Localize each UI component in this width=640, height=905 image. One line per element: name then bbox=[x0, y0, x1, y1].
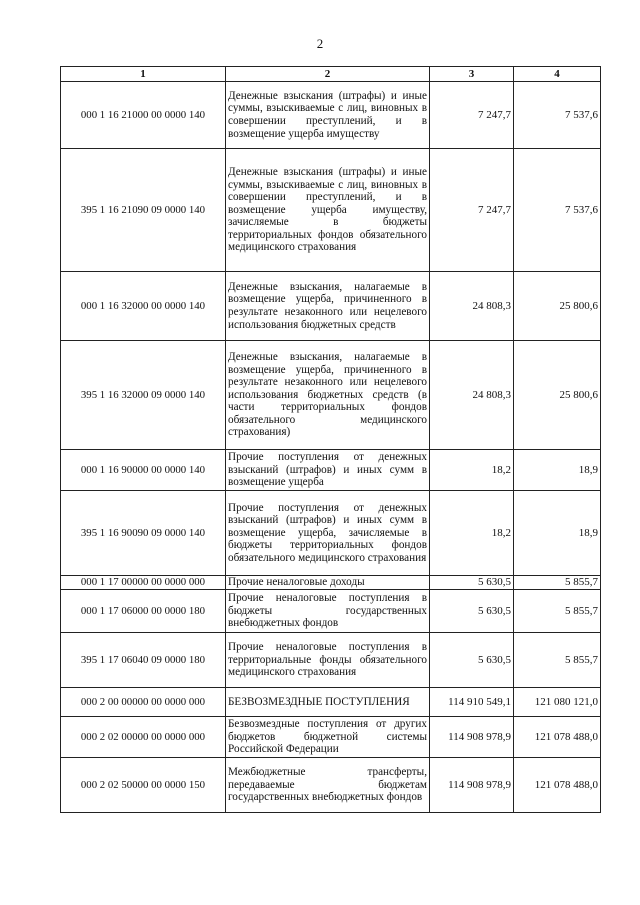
budget-code-cell: 395 1 17 06040 09 0000 180 bbox=[61, 633, 226, 688]
value-cell-col3: 114 910 549,1 bbox=[430, 688, 514, 717]
value-cell-col4: 121 078 488,0 bbox=[514, 758, 601, 813]
value-cell-col4: 7 537,6 bbox=[514, 82, 601, 149]
table-row bbox=[61, 450, 601, 491]
revenue-name-cell: Прочие поступления от денежных взысканий (штрафов) и иных сумм в возмещение ущерба bbox=[226, 450, 430, 491]
column-header-value-2: 4 bbox=[514, 67, 601, 82]
revenue-name-cell: Денежные взыскания (штрафы) и иные суммы, взыскиваемые с лиц, виновных в совершении преступлений, и в возмещение ущерба имуществу, зачисляемые в бюджеты территориальных фондов обязательного медицинского страхования bbox=[226, 149, 430, 272]
budget-revenue-table bbox=[60, 66, 601, 813]
value-cell-col3: 5 630,5 bbox=[430, 633, 514, 688]
table-row bbox=[61, 341, 601, 450]
table-row bbox=[61, 576, 601, 590]
revenue-name-cell: Денежные взыскания, налагаемые в возмещение ущерба, причиненного в результате незаконного или нецелевого использования бюджетных средств bbox=[226, 272, 430, 341]
table-row bbox=[61, 717, 601, 758]
table-header-row bbox=[61, 67, 601, 82]
budget-code-cell: 000 1 16 32000 00 0000 140 bbox=[61, 272, 226, 341]
value-cell-col3: 7 247,7 bbox=[430, 149, 514, 272]
value-cell-col4: 5 855,7 bbox=[514, 590, 601, 633]
value-cell-col4: 5 855,7 bbox=[514, 576, 601, 590]
table-row bbox=[61, 590, 601, 633]
table-row bbox=[61, 758, 601, 813]
column-header-code: 1 bbox=[61, 67, 226, 82]
budget-code-cell: 395 1 16 32000 09 0000 140 bbox=[61, 341, 226, 450]
value-cell-col3: 5 630,5 bbox=[430, 590, 514, 633]
budget-code-cell: 000 1 16 21000 00 0000 140 bbox=[61, 82, 226, 149]
value-cell-col4: 121 078 488,0 bbox=[514, 717, 601, 758]
value-cell-col3: 18,2 bbox=[430, 491, 514, 576]
value-cell-col3: 114 908 978,9 bbox=[430, 717, 514, 758]
revenue-name-cell: Прочие неналоговые доходы bbox=[226, 576, 430, 590]
value-cell-col3: 114 908 978,9 bbox=[430, 758, 514, 813]
column-header-value-1: 3 bbox=[430, 67, 514, 82]
revenue-name-cell: Прочие неналоговые поступления в бюджеты государственных внебюджетных фондов bbox=[226, 590, 430, 633]
revenue-name-cell: Межбюджетные трансферты, передаваемые бюджетам государственных внебюджетных фондов bbox=[226, 758, 430, 813]
revenue-name-cell: Безвозмездные поступления от других бюджетов бюджетной системы Российской Федерации bbox=[226, 717, 430, 758]
value-cell-col3: 24 808,3 bbox=[430, 341, 514, 450]
value-cell-col4: 7 537,6 bbox=[514, 149, 601, 272]
budget-code-cell: 000 1 16 90000 00 0000 140 bbox=[61, 450, 226, 491]
budget-code-cell: 000 2 02 50000 00 0000 150 bbox=[61, 758, 226, 813]
revenue-name-cell: Прочие неналоговые поступления в территориальные фонды обязательного медицинского страхования bbox=[226, 633, 430, 688]
value-cell-col4: 25 800,6 bbox=[514, 341, 601, 450]
table-row bbox=[61, 149, 601, 272]
value-cell-col4: 25 800,6 bbox=[514, 272, 601, 341]
table-row bbox=[61, 633, 601, 688]
value-cell-col3: 18,2 bbox=[430, 450, 514, 491]
table-row bbox=[61, 272, 601, 341]
value-cell-col3: 24 808,3 bbox=[430, 272, 514, 341]
budget-code-cell: 000 1 17 00000 00 0000 000 bbox=[61, 576, 226, 590]
budget-code-cell: 000 1 17 06000 00 0000 180 bbox=[61, 590, 226, 633]
value-cell-col3: 7 247,7 bbox=[430, 82, 514, 149]
value-cell-col4: 18,9 bbox=[514, 491, 601, 576]
budget-code-cell: 395 1 16 21090 09 0000 140 bbox=[61, 149, 226, 272]
table-row bbox=[61, 491, 601, 576]
revenue-name-cell: Денежные взыскания, налагаемые в возмещение ущерба, причиненного в результате незаконного или нецелевого использования бюджетных средств (в части территориальных фондов обязательного медицинского страхования) bbox=[226, 341, 430, 450]
table-row bbox=[61, 82, 601, 149]
table-row bbox=[61, 688, 601, 717]
value-cell-col4: 121 080 121,0 bbox=[514, 688, 601, 717]
revenue-name-cell: Прочие поступления от денежных взысканий (штрафов) и иных сумм в возмещение ущерба, зачисляемые в бюджеты территориальных фондов обязательного медицинского страхования bbox=[226, 491, 430, 576]
value-cell-col3: 5 630,5 bbox=[430, 576, 514, 590]
value-cell-col4: 18,9 bbox=[514, 450, 601, 491]
budget-code-cell: 000 2 00 00000 00 0000 000 bbox=[61, 688, 226, 717]
value-cell-col4: 5 855,7 bbox=[514, 633, 601, 688]
budget-code-cell: 395 1 16 90090 09 0000 140 bbox=[61, 491, 226, 576]
budget-code-cell: 000 2 02 00000 00 0000 000 bbox=[61, 717, 226, 758]
column-header-name: 2 bbox=[226, 67, 430, 82]
revenue-name-cell: БЕЗВОЗМЕЗДНЫЕ ПОСТУПЛЕНИЯ bbox=[226, 688, 430, 717]
page-number: 2 bbox=[316, 36, 324, 51]
revenue-name-cell: Денежные взыскания (штрафы) и иные суммы, взыскиваемые с лиц, виновных в совершении преступлений, и в возмещение ущерба имуществу bbox=[226, 82, 430, 149]
